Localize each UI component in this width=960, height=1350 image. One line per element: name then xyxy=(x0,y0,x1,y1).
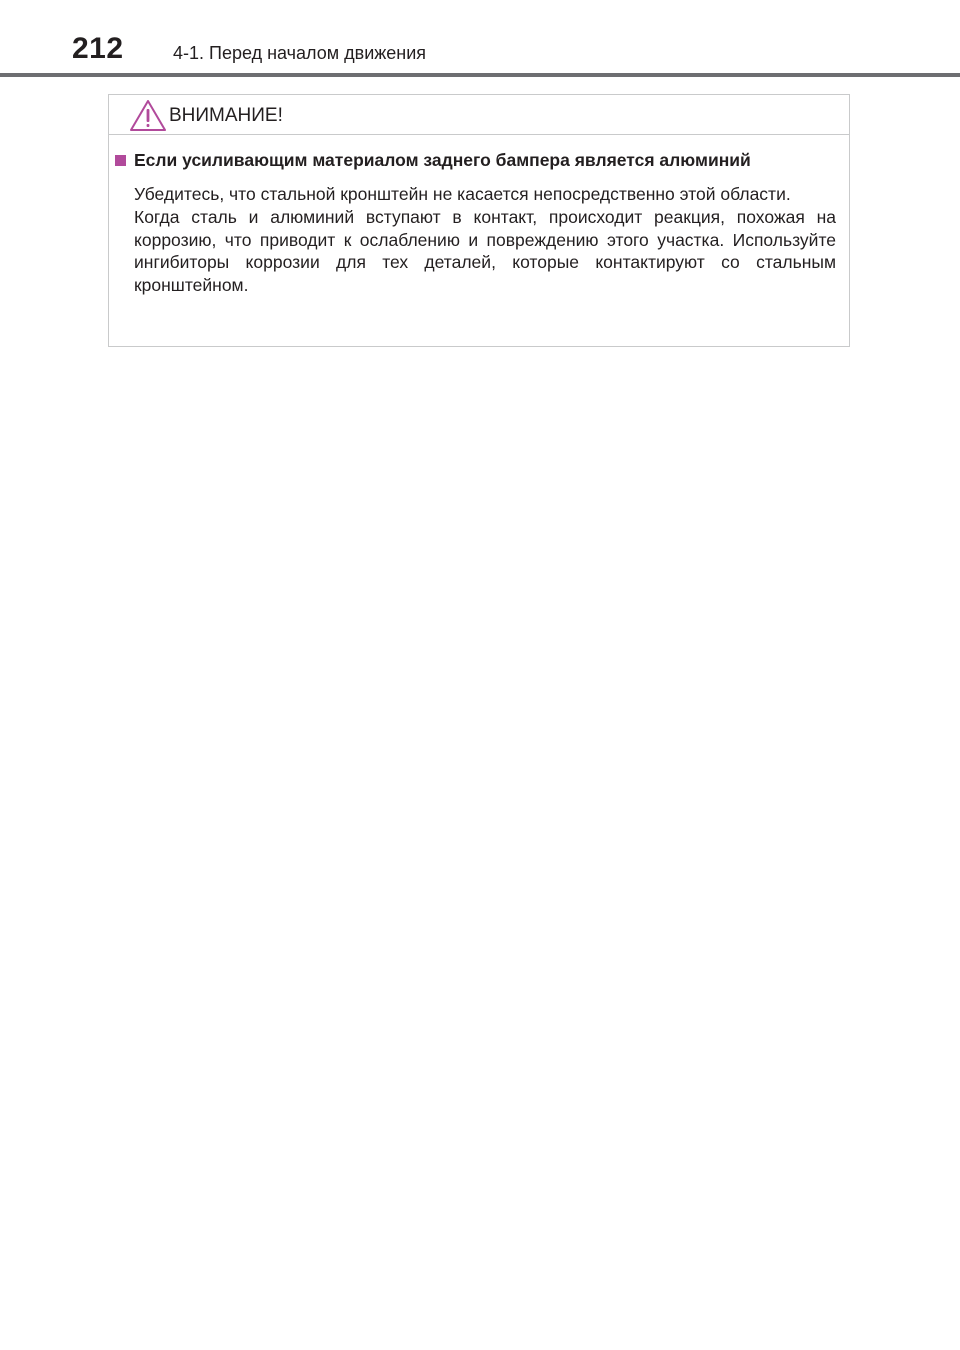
bullet-square-icon xyxy=(115,155,126,166)
page-header xyxy=(0,0,960,78)
caution-item-heading: Если усиливающим материалом заднего бампера является алюминий xyxy=(134,150,751,170)
caution-header xyxy=(109,95,849,135)
caution-item-body xyxy=(134,183,836,297)
section-title: 4-1. Перед началом движения xyxy=(173,43,427,63)
warning-triangle-icon xyxy=(129,99,167,132)
page-number: 212 xyxy=(72,32,124,65)
caution-paragraph: Когда сталь и алюминий вступают в контакт, происходит реакция, похожая на коррозию, что приводит к ослаблению и повреждению этого участка. Используйте ингибиторы коррозии для тех деталей, которые контактируют со стальным кронштейном. xyxy=(134,206,836,295)
caution-box xyxy=(108,94,850,347)
caution-paragraph: Убедитесь, что стальной кронштейн не касается непосредственно этой области. xyxy=(134,184,791,204)
header-divider xyxy=(0,73,960,77)
caution-title: ВНИМАНИЕ! xyxy=(169,105,283,126)
